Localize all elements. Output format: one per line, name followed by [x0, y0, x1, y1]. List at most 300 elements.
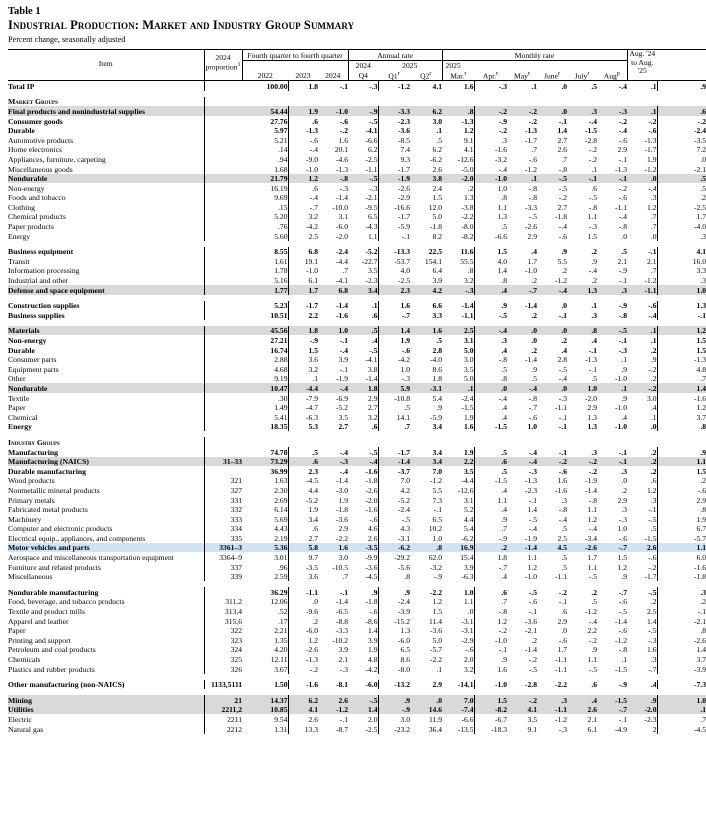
proportion-value: 5.21	[274, 135, 288, 145]
data-cell: -.5	[528, 212, 538, 222]
data-cell: -1.3	[524, 126, 538, 136]
data-cell: 1.1	[657, 543, 706, 553]
row-label: Consumer parts	[8, 355, 57, 365]
data-cell: .2	[531, 276, 538, 286]
data-cell: 6.1	[587, 724, 598, 734]
data-cell: .7	[650, 222, 657, 232]
data-cell: -7.4	[461, 705, 474, 715]
data-cell: -1.4	[365, 374, 378, 384]
data-cell: 1.9	[338, 495, 349, 505]
proportion-value: 4.20	[274, 645, 288, 655]
col-item-header: Item	[98, 58, 113, 68]
data-cell: -9.6	[288, 606, 318, 616]
data-cell: .7	[657, 714, 706, 724]
naics-code: 2211	[204, 714, 242, 724]
data-cell: 1.3	[657, 301, 706, 311]
data-cell: -.5	[369, 695, 378, 705]
data-cell: -2.5	[365, 154, 378, 164]
data-cell: 2.9	[617, 145, 628, 155]
data-cell: -.2	[474, 626, 507, 636]
data-cell: 22.5	[428, 247, 443, 257]
data-cell: -1.2	[614, 635, 628, 645]
data-cell: 1.1	[368, 231, 378, 241]
table-body	[8, 81, 706, 734]
data-cell: -2.4	[335, 247, 349, 257]
data-cell: .8	[657, 626, 706, 636]
data-cell: -1.7	[378, 164, 410, 174]
row-label: Utilities	[8, 705, 34, 715]
data-cell: -.1	[474, 645, 507, 655]
table-header	[8, 50, 706, 81]
data-cell: -2.6	[288, 645, 318, 655]
data-cell: -.2	[588, 154, 598, 164]
proportion-value: 100.00	[266, 81, 288, 91]
data-cell: .1	[288, 374, 318, 384]
data-cell: 6.0	[657, 552, 706, 562]
naics-code: 334	[204, 524, 242, 534]
data-cell: 2.8	[432, 345, 443, 355]
data-cell: -1.7	[378, 212, 410, 222]
proportion-value: 16.74	[270, 345, 288, 355]
data-cell: 3.2	[288, 364, 318, 374]
row-label: Motor vehicles and parts	[8, 543, 90, 553]
proportion-value: 5.23	[274, 301, 288, 311]
data-cell: .4	[474, 412, 507, 422]
data-cell: -.5	[618, 607, 628, 617]
col-annual-year-2025: 2025	[402, 61, 418, 71]
data-cell: .1	[621, 383, 628, 393]
data-cell: 2.5	[557, 533, 568, 543]
data-cell: -23.2	[378, 724, 410, 734]
data-cell: -1.6	[365, 505, 378, 515]
data-cell: .1	[531, 174, 538, 184]
data-cell: -.7	[528, 285, 538, 295]
col-proportion-note: 1	[237, 62, 241, 69]
data-cell: -.4	[558, 222, 568, 232]
data-cell: 2.9	[657, 495, 706, 505]
data-cell: .9	[378, 587, 410, 597]
table-row	[8, 183, 706, 193]
data-cell: -.1	[433, 505, 443, 515]
data-cell: -3.6	[335, 514, 349, 524]
data-cell: -1.5	[461, 403, 474, 413]
data-cell: 11.9	[429, 714, 443, 724]
data-cell: 1.6	[338, 543, 349, 553]
data-cell: 6.5	[368, 212, 378, 222]
data-cell: -3.9	[657, 664, 706, 674]
row-label: Printing and support	[8, 635, 71, 645]
row-label: Paper	[8, 626, 26, 636]
data-cell: -6.2	[378, 543, 410, 553]
data-cell: 5.5	[557, 256, 568, 266]
data-cell: .1	[650, 81, 657, 91]
row-label: Nondurable	[8, 174, 48, 184]
data-cell: .8	[657, 422, 706, 432]
data-cell: .9	[591, 645, 598, 655]
data-cell: 4.2	[432, 285, 443, 295]
naics-code	[204, 221, 242, 231]
naics-code	[204, 403, 242, 413]
data-cell: -.4	[339, 345, 349, 355]
data-cell: .0	[531, 336, 538, 345]
proportion-value: 1.63	[274, 476, 288, 486]
table-row	[8, 345, 706, 355]
data-cell: -.2	[288, 664, 318, 674]
data-cell: 3.1	[338, 212, 349, 222]
data-cell: -1.0	[614, 403, 628, 413]
data-cell: -1.3	[584, 355, 598, 365]
proportion-value: 5.16	[274, 276, 288, 286]
data-cell: -2.1	[657, 616, 706, 626]
data-cell: -.5	[558, 174, 568, 184]
data-cell: 1.3	[464, 193, 474, 203]
proportion-value: 9.54	[274, 714, 288, 724]
proportion-value: 2.21	[274, 626, 288, 636]
data-cell: -1.1	[365, 164, 378, 174]
data-cell: -.8	[618, 222, 628, 232]
table-subtitle: Percent change, seasonally adjusted	[8, 35, 126, 44]
data-cell: .4	[591, 695, 598, 705]
data-cell: 1.2	[432, 597, 443, 607]
data-cell: .3	[621, 466, 628, 476]
data-cell: .4	[474, 285, 507, 295]
data-cell: -.1	[618, 174, 628, 184]
data-cell: .8	[436, 543, 443, 553]
data-cell: 1.0	[617, 524, 628, 534]
row-label: Defense and space equipment	[8, 285, 105, 295]
data-cell: -12.6	[457, 154, 474, 164]
data-cell: .2	[591, 247, 598, 257]
data-cell: -8.0	[461, 222, 474, 232]
data-cell: -1.3	[288, 126, 318, 136]
data-cell: -.1	[588, 364, 598, 374]
data-cell: -.3	[369, 183, 378, 193]
data-cell: -.1	[588, 345, 598, 355]
data-cell: -.4	[339, 383, 349, 393]
row-label: Electrical equip., appliances, and components	[8, 534, 146, 543]
data-cell: 3.5	[368, 266, 378, 276]
proportion-value: 2.30	[274, 485, 288, 495]
data-cell: 1.8	[368, 383, 378, 393]
data-cell: -13.5	[457, 724, 474, 734]
naics-code	[204, 285, 242, 295]
data-cell: 3.9	[338, 355, 349, 365]
data-cell: 1.1	[527, 553, 538, 563]
data-cell: 2.9	[557, 616, 568, 626]
data-cell: 1.4	[657, 383, 706, 393]
data-cell: -1.4	[335, 193, 349, 203]
row-label: Nonmetallic mineral products	[8, 485, 100, 495]
row-label: Market Groups	[8, 97, 58, 107]
row-label: Energy	[8, 422, 32, 432]
data-cell: .7	[474, 524, 507, 534]
col-2023: 2023	[295, 71, 311, 81]
data-cell: 2.2	[587, 626, 598, 636]
data-cell: .0	[650, 422, 657, 432]
table-row	[8, 154, 706, 164]
data-cell: .4	[474, 572, 507, 582]
col-july: July$^r$	[574, 70, 590, 81]
data-cell: -3.6	[378, 126, 410, 136]
data-cell: 3.9	[338, 645, 349, 655]
proportion-value: 12.11	[270, 655, 288, 664]
data-cell: -.5	[588, 572, 598, 582]
data-cell: 2.3	[378, 285, 410, 295]
data-cell: -.4	[474, 393, 507, 403]
row-label: Mining	[8, 695, 32, 705]
data-cell: .1	[436, 126, 443, 136]
data-cell: -.5	[528, 514, 538, 524]
row-label: Food, beverage, and tobacco products	[8, 597, 125, 607]
data-cell: .9	[474, 301, 507, 311]
data-cell: -2.9	[461, 635, 474, 645]
data-cell: -.3	[528, 466, 538, 476]
data-cell: 2.2	[288, 310, 318, 320]
data-cell: -1.5	[474, 476, 507, 486]
data-cell: 3.2	[368, 412, 378, 422]
row-label: Information processing	[8, 266, 80, 276]
data-cell: 7.4	[378, 145, 410, 155]
data-cell: -.8	[528, 193, 538, 203]
naics-code	[204, 587, 242, 597]
data-cell: 9.1	[464, 135, 474, 145]
data-cell: .2	[657, 597, 706, 607]
data-cell: -.1	[558, 116, 568, 126]
naics-code	[204, 266, 242, 276]
data-cell: .6	[288, 183, 318, 193]
row-label: Electric	[8, 714, 32, 724]
data-cell: 1.5	[288, 345, 318, 355]
table-row	[8, 355, 706, 365]
data-cell: .9	[621, 393, 628, 403]
data-cell: -.9	[618, 266, 628, 276]
data-cell: 2.9	[527, 231, 538, 241]
data-cell: 2.7	[288, 533, 318, 543]
data-cell: .2	[591, 276, 598, 286]
data-cell: -1.1	[554, 572, 568, 582]
proportion-value: 5.97	[274, 126, 288, 136]
data-cell: .0	[436, 695, 443, 705]
data-cell: -.4	[618, 126, 628, 136]
data-cell: .1	[657, 705, 706, 715]
data-cell: 5.4	[464, 524, 474, 534]
row-label: Foods and tobacco	[8, 193, 66, 203]
data-cell: -6.0	[378, 635, 410, 645]
data-cell: -2.5	[378, 275, 410, 285]
data-cell: .5	[436, 135, 443, 145]
data-cell: 7.0	[432, 466, 443, 476]
data-cell: 4.8	[657, 364, 706, 374]
table-row	[8, 495, 706, 505]
row-label: Fabricated metal products	[8, 505, 88, 515]
naics-code: 323	[204, 635, 242, 645]
data-cell: 20.1	[334, 145, 349, 155]
data-cell: 3.4	[288, 514, 318, 524]
col-q4-subgroup	[242, 61, 348, 71]
data-cell: 2.9	[338, 524, 349, 534]
proportion-value: 3.01	[274, 553, 288, 563]
data-cell: .4	[531, 247, 538, 257]
data-cell: -2.6	[657, 635, 706, 645]
naics-code	[204, 212, 242, 222]
table-row	[8, 552, 706, 562]
data-cell: -.4	[618, 81, 628, 91]
data-cell: .4	[474, 485, 507, 495]
data-cell: -1.3	[335, 164, 349, 174]
data-cell: -4.9	[614, 724, 628, 734]
proportion-value: .96	[278, 562, 288, 572]
proportion-value: 54.44	[270, 106, 288, 116]
data-cell: 1.5	[432, 193, 443, 203]
data-cell: -.6	[618, 135, 628, 145]
data-cell: .3	[561, 695, 568, 705]
data-cell: -.1	[618, 447, 628, 457]
naics-code: 332	[204, 505, 242, 515]
data-cell: -.2	[648, 364, 657, 374]
naics-code	[204, 247, 242, 257]
data-cell: -.7	[378, 310, 410, 320]
data-cell: 1.2	[657, 326, 706, 336]
data-cell: -1.6	[335, 310, 349, 320]
data-cell: -.8	[588, 495, 598, 505]
data-cell: 1.7	[657, 212, 706, 222]
data-cell: -1.9	[335, 374, 349, 384]
data-cell: 1.6	[338, 135, 349, 145]
data-cell: -5.2	[335, 403, 349, 413]
data-cell: -1.4	[461, 301, 474, 311]
data-cell: .7	[650, 266, 657, 276]
data-cell: 1.0	[474, 183, 507, 193]
data-cell: .4	[650, 403, 657, 413]
data-cell: 1.1	[587, 562, 598, 572]
data-cell: 2.1	[647, 256, 657, 266]
data-cell: -4.6	[335, 154, 349, 164]
data-cell: -.4	[528, 524, 538, 534]
table-row	[8, 645, 706, 655]
proportion-value: 1.50	[274, 680, 288, 690]
data-cell: -6.2	[461, 533, 474, 543]
data-cell: .4	[474, 403, 507, 413]
data-cell: 4.0	[378, 266, 410, 276]
data-cell: -1.8	[365, 476, 378, 486]
data-cell: 13.3	[288, 724, 318, 734]
data-cell: .4	[561, 345, 568, 355]
data-cell: -.4	[474, 164, 507, 174]
row-label: Clothing	[8, 202, 35, 212]
data-cell: -3.1	[378, 533, 410, 543]
data-cell: -1.7	[524, 135, 538, 145]
data-cell: .8	[657, 505, 706, 515]
data-cell: 1.5	[474, 695, 507, 705]
naics-code: 335	[204, 533, 242, 543]
data-cell: -.6	[339, 116, 349, 126]
data-cell: 1.5	[474, 247, 507, 257]
data-cell: -.4	[339, 466, 349, 476]
data-cell: -1.2	[524, 164, 538, 174]
row-label: Total IP	[8, 81, 35, 91]
data-cell: 1.4	[557, 126, 568, 136]
data-cell: -.2	[588, 457, 598, 467]
table-row	[8, 606, 706, 616]
proportion-value: 1.31	[274, 724, 288, 734]
data-cell: 16.0	[657, 256, 706, 266]
data-cell: -.2	[528, 695, 538, 705]
data-cell: -1.2	[378, 81, 410, 91]
data-cell: -.8	[558, 164, 568, 174]
row-label: Paper products	[8, 222, 54, 232]
data-cell: 1.4	[657, 645, 706, 655]
data-cell: .6	[591, 183, 598, 193]
data-cell: 2	[652, 724, 657, 734]
data-cell: -1.2	[554, 276, 568, 286]
data-cell: .8	[474, 374, 507, 384]
table-row	[8, 447, 706, 457]
data-cell: 1.5	[657, 335, 706, 345]
data-cell: 5.0	[464, 345, 474, 355]
data-cell: 1.9	[464, 447, 474, 457]
data-cell: .1	[650, 326, 657, 336]
proportion-value: 2.88	[274, 355, 288, 365]
naics-code	[204, 135, 242, 145]
data-cell: -6.6	[461, 714, 474, 724]
data-cell: .0	[561, 626, 568, 636]
naics-code: 339	[204, 572, 242, 582]
data-cell: .9	[657, 81, 706, 91]
data-cell: 6.2	[368, 145, 378, 155]
data-cell: -13.3	[378, 247, 410, 257]
row-label: Plastics and rubber products	[8, 664, 95, 674]
data-cell: -1.7	[644, 145, 657, 155]
data-cell: -1.1	[554, 403, 568, 413]
proportion-value: 4.43	[274, 524, 288, 534]
proportion-value: .52	[278, 607, 288, 617]
data-cell: .0	[467, 607, 474, 617]
data-cell: .4	[621, 412, 628, 422]
table-row	[8, 212, 706, 222]
proportion-value: 21.79	[270, 174, 288, 184]
data-cell: -1.1	[644, 285, 657, 295]
data-cell: -3.6	[429, 626, 443, 636]
data-cell: .2	[561, 336, 568, 345]
data-cell: 2.9	[432, 680, 443, 690]
data-cell: -1.2	[335, 705, 349, 715]
data-cell: -1.0	[288, 266, 318, 276]
data-cell: -1.5	[584, 126, 598, 136]
table-row	[8, 81, 706, 91]
row-label: Non-energy	[8, 336, 47, 345]
data-cell: 9.3	[378, 154, 410, 164]
data-cell: .3	[591, 310, 598, 320]
data-cell: 1.6	[557, 476, 568, 486]
data-cell: 2.1	[587, 714, 598, 724]
naics-code	[204, 275, 242, 285]
data-cell: 1.4	[368, 705, 378, 715]
data-cell: 2.5	[647, 607, 657, 617]
data-cell: 1.2	[474, 616, 507, 626]
data-cell: -1.0	[524, 266, 538, 276]
data-cell: 1.2	[464, 126, 474, 136]
proportion-value: 9.19	[274, 374, 288, 384]
naics-code: 313,4	[204, 606, 242, 616]
data-cell: -.3	[369, 81, 378, 91]
data-cell: .9	[561, 247, 568, 257]
data-cell: .5	[531, 374, 538, 384]
proportion-value: 74.78	[270, 447, 288, 457]
data-cell: .0	[657, 154, 706, 164]
data-cell: -.4	[558, 285, 568, 295]
data-cell: 3.5	[527, 714, 538, 724]
col-2022: 2022	[242, 70, 288, 80]
